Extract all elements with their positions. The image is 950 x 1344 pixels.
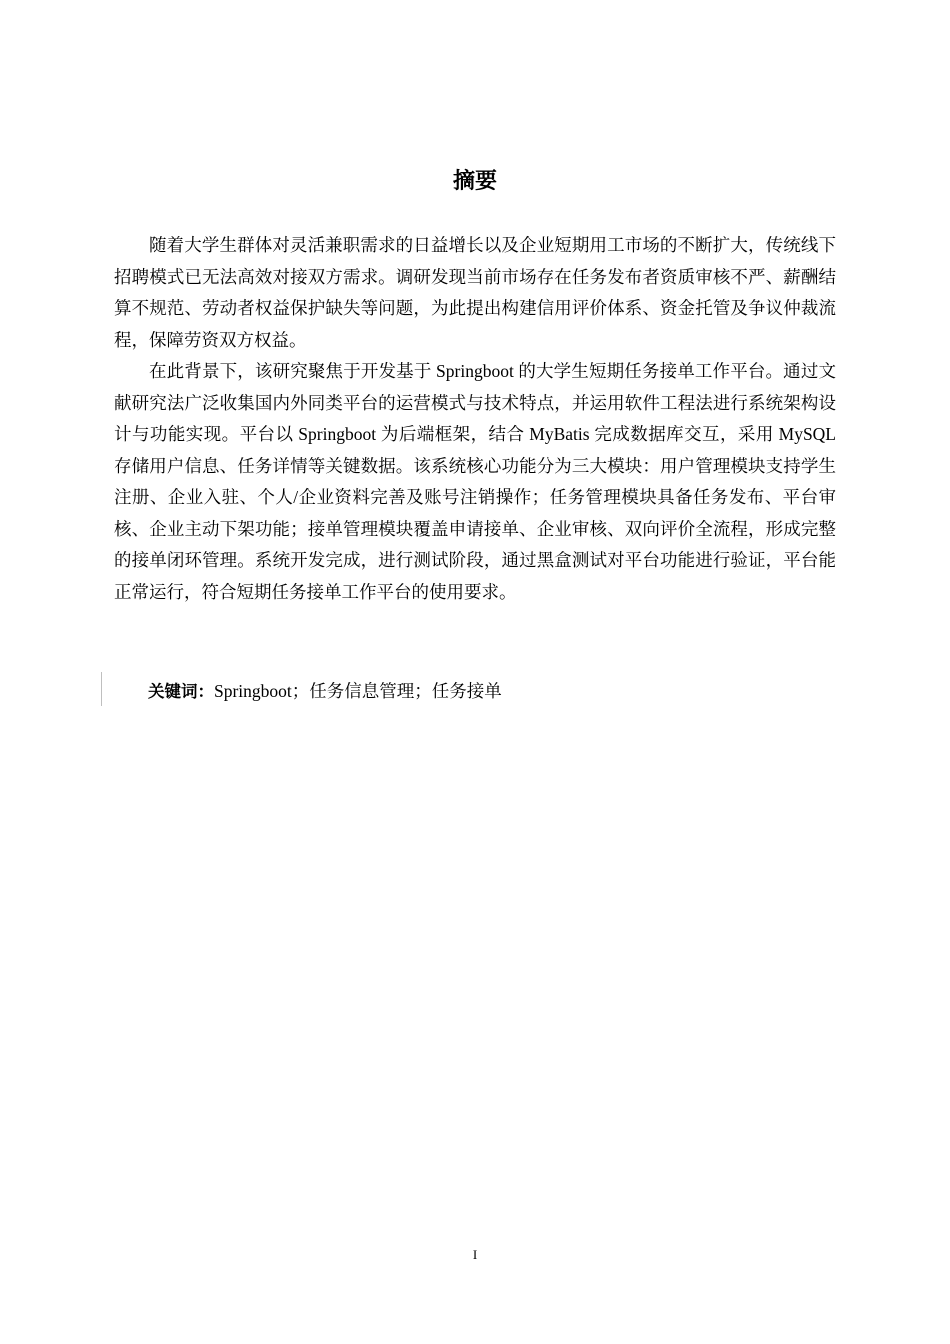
abstract-body	[114, 230, 836, 608]
keywords-line	[148, 677, 838, 706]
margin-marker	[101, 672, 102, 706]
keywords-label: 关键词：	[148, 682, 214, 701]
abstract-paragraph: 在此背景下，该研究聚焦于开发基于 Springboot 的大学生短期任务接单工作平台。通过文献研究法广泛收集国内外同类平台的运营模式与技术特点，并运用软件工程法进行系统架构设计与功能实现。平台以 Springboot 为后端框架，结合 MyBatis 完成数据库交互，采用 MySQL 存储用户信息、任务详情等关键数据。该系统核心功能分为三大模块：用户管理模块支持学生注册、企业入驻、个人/企业资料完善及账号注销操作；任务管理模块具备任务发布、平台审核、企业主动下架功能；接单管理模块覆盖申请接单、企业审核、双向评价全流程，形成完整的接单闭环管理。系统开发完成，进行测试阶段，通过黑盒测试对平台功能进行验证，平台能正常运行，符合短期任务接单工作平台的使用要求。	[114, 361, 836, 602]
keywords-value: Springboot；任务信息管理；任务接单	[214, 681, 502, 701]
page-number: I	[472, 1247, 478, 1262]
page-title: 摘要	[452, 169, 497, 194]
abstract-paragraph: 随着大学生群体对灵活兼职需求的日益增长以及企业短期用工市场的不断扩大，传统线下招聘模式已无法高效对接双方需求。调研发现当前市场存在任务发布者资质审核不严、薪酬结算不规范、劳动者权益保护缺失等问题，为此提出构建信用评价体系、资金托管及争议仲裁流程，保障劳资双方权益。	[114, 235, 836, 350]
